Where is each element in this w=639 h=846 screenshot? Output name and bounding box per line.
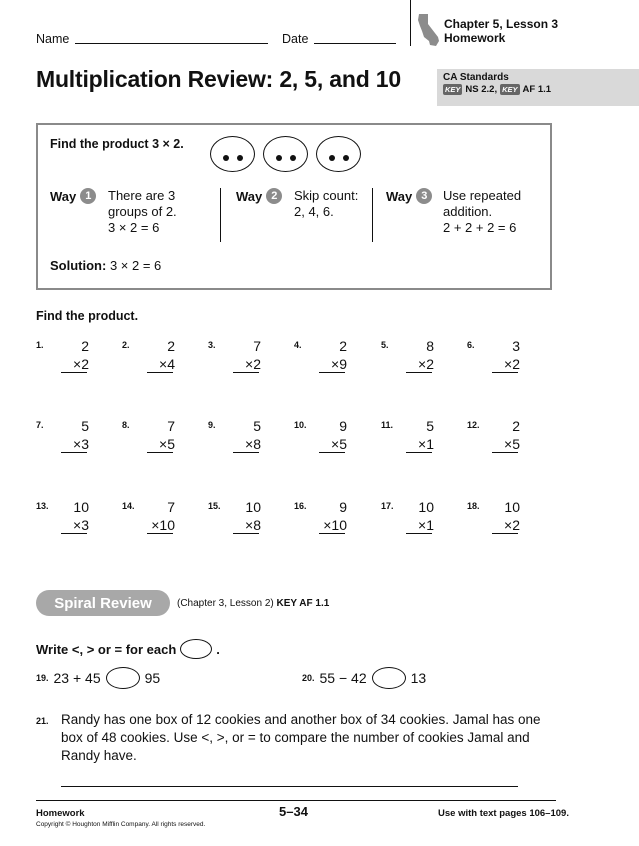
key-badge: KEY (502, 85, 518, 94)
counter-dot (343, 155, 349, 161)
standards-codes (443, 84, 551, 95)
answer-line[interactable] (319, 372, 345, 373)
problem-bottom-factor: ×10 (323, 517, 347, 533)
key-badge: KEY (445, 85, 461, 94)
problem-bottom-factor: ×5 (331, 436, 347, 452)
answer-line[interactable] (61, 533, 87, 534)
problem-top-factor: 5 (426, 418, 434, 434)
example-solution: Solution: 3 × 2 = 6 (50, 258, 162, 273)
problem-top-factor: 8 (426, 338, 434, 354)
page-title: Multiplication Review: 2, 5, and 10 (36, 66, 401, 92)
answer-line[interactable] (147, 372, 173, 373)
problem-number: 3. (208, 340, 216, 350)
way-3-text: Use repeated addition. 2 + 2 + 2 = 6 (443, 188, 522, 235)
problem-bottom-factor: ×1 (418, 436, 434, 452)
problem-number: 10. (294, 420, 307, 430)
way-2-label: Way 2 (236, 188, 282, 204)
problem-top-factor: 5 (253, 418, 261, 434)
find-product-heading: Find the product. (36, 309, 139, 323)
number-badge: 3 (416, 188, 432, 204)
answer-line[interactable] (406, 533, 432, 534)
footer-homework: Homework (36, 808, 85, 819)
problem-number: 4. (294, 340, 302, 350)
way-divider (220, 188, 221, 242)
compare-answer-oval[interactable] (372, 667, 406, 689)
text-pages-note: Use with text pages 106–109. (438, 808, 569, 819)
problem-top-factor: 2 (81, 338, 89, 354)
answer-line[interactable] (147, 452, 173, 453)
answer-line[interactable] (233, 372, 259, 373)
problem-number: 8. (122, 420, 130, 430)
problem-number: 2. (122, 340, 130, 350)
problem-number: 14. (122, 501, 135, 511)
counter-dot (276, 155, 282, 161)
problem-top-factor: 7 (167, 418, 175, 434)
answer-line[interactable] (61, 372, 87, 373)
answer-line[interactable] (406, 452, 432, 453)
date-answer-line[interactable] (314, 43, 396, 44)
problem-top-factor: 2 (339, 338, 347, 354)
answer-line[interactable] (61, 452, 87, 453)
question-21-number: 21. (36, 716, 49, 726)
problem-bottom-factor: ×1 (418, 517, 434, 533)
problem-number: 5. (381, 340, 389, 350)
header-divider (410, 0, 411, 46)
problem-bottom-factor: ×4 (159, 356, 175, 372)
name-label: Name (36, 32, 70, 46)
counter-dot (290, 155, 296, 161)
problem-top-factor: 7 (253, 338, 261, 354)
name-answer-line[interactable] (75, 43, 268, 44)
problem-number: 7. (36, 420, 44, 430)
group-oval (316, 136, 361, 172)
problem-bottom-factor: ×2 (73, 356, 89, 372)
problem-top-factor: 10 (504, 499, 520, 515)
spiral-reference: (Chapter 3, Lesson 2) KEY AF 1.1 (177, 598, 330, 609)
problem-number: 17. (381, 501, 394, 511)
question-21-text: Randy has one box of 12 cookies and another box of 34 cookies. Jamal has one box of 48 cookies. Use <, >, or = to compare the number of cookies Jamal and Randy have. (61, 712, 541, 763)
problem-bottom-factor: ×2 (504, 356, 520, 372)
problem-bottom-factor: ×5 (159, 436, 175, 452)
counter-dot (329, 155, 335, 161)
answer-line[interactable] (147, 533, 173, 534)
problem-bottom-factor: ×5 (504, 436, 520, 452)
problem-number: 15. (208, 501, 221, 511)
standard-code: NS 2.2, (465, 84, 498, 95)
california-outline-icon (417, 13, 441, 47)
problem-top-factor: 10 (245, 499, 261, 515)
page-number: 5–34 (279, 804, 308, 819)
number-badge: 2 (266, 188, 282, 204)
answer-line[interactable] (233, 452, 259, 453)
footer-rule (36, 800, 556, 801)
answer-line[interactable] (319, 533, 345, 534)
way-divider (372, 188, 373, 242)
problem-bottom-factor: ×2 (504, 517, 520, 533)
compare-answer-oval[interactable] (106, 667, 140, 689)
problem-number: 11. (381, 420, 394, 430)
spiral-review-badge: Spiral Review (36, 590, 170, 616)
example-prompt: Find the product 3 × 2. (50, 137, 184, 151)
problem-number: 13. (36, 501, 49, 511)
problem-number: 9. (208, 420, 216, 430)
problem-top-factor: 5 (81, 418, 89, 434)
answer-line[interactable] (492, 452, 518, 453)
problem-number: 1. (36, 340, 44, 350)
date-label: Date (282, 32, 309, 46)
problem-bottom-factor: ×3 (73, 436, 89, 452)
answer-line[interactable] (492, 533, 518, 534)
answer-line[interactable] (319, 452, 345, 453)
problem-bottom-factor: ×2 (418, 356, 434, 372)
standards-heading: CA Standards (443, 72, 509, 83)
question-21-answer-line[interactable] (61, 786, 518, 787)
group-oval (263, 136, 308, 172)
problem-top-factor: 10 (73, 499, 89, 515)
problem-bottom-factor: ×2 (245, 356, 261, 372)
way-3-label: Way 3 (386, 188, 432, 204)
number-badge: 1 (80, 188, 96, 204)
way-1-text: There are 3 groups of 2. 3 × 2 = 6 (108, 188, 177, 235)
answer-line[interactable] (406, 372, 432, 373)
way-1-label: Way 1 (50, 188, 96, 204)
compare-instruction: Write <, > or = for each . (36, 639, 220, 659)
problem-number: 12. (467, 420, 480, 430)
chapter-lesson: Chapter 5, Lesson 3 (444, 17, 559, 31)
problem-top-factor: 9 (339, 499, 347, 515)
question-19: 19. 23 + 45 95 (36, 667, 160, 689)
problem-bottom-factor: ×8 (245, 436, 261, 452)
problem-top-factor: 2 (167, 338, 175, 354)
problem-number: 16. (294, 501, 307, 511)
answer-line[interactable] (492, 372, 518, 373)
problem-top-factor: 7 (167, 499, 175, 515)
problem-top-factor: 10 (418, 499, 434, 515)
counter-dot (237, 155, 243, 161)
way-2-text: Skip count: 2, 4, 6. (294, 188, 359, 219)
problem-bottom-factor: ×9 (331, 356, 347, 372)
problem-top-factor: 3 (512, 338, 520, 354)
oval-icon (180, 639, 212, 659)
problem-number: 6. (467, 340, 475, 350)
homework-label: Homework (444, 31, 506, 45)
answer-line[interactable] (233, 533, 259, 534)
problem-top-factor: 9 (339, 418, 347, 434)
problem-number: 18. (467, 501, 480, 511)
counter-dot (223, 155, 229, 161)
problem-bottom-factor: ×8 (245, 517, 261, 533)
problem-bottom-factor: ×3 (73, 517, 89, 533)
problem-top-factor: 2 (512, 418, 520, 434)
copyright: Copyright © Houghton Mifflin Company. All rights reserved. (36, 821, 206, 828)
question-20: 20. 55 − 42 13 (302, 667, 426, 689)
group-oval (210, 136, 255, 172)
standard-code: AF 1.1 (522, 84, 552, 95)
problem-bottom-factor: ×10 (151, 517, 175, 533)
